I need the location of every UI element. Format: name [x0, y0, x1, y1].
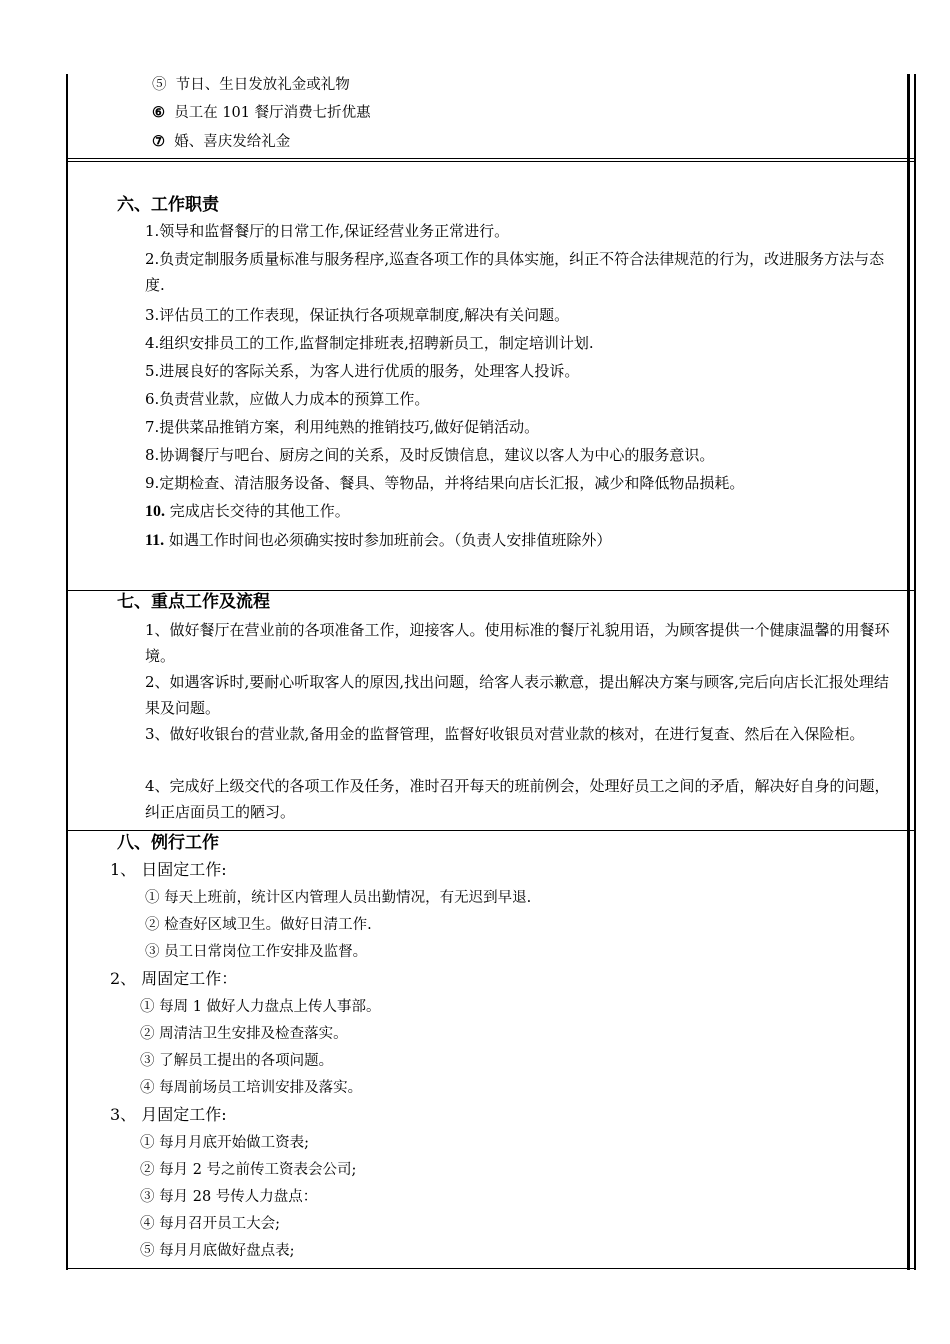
section-8-title: 八、例行工作	[117, 833, 219, 853]
duty-item-4: 4.组织安排员工的工作,监督制定排班表,招聘新员工，制定培训计划.	[145, 334, 594, 352]
routine-item: ② 检查好区域卫生。做好日清工作.	[145, 917, 372, 933]
routine-item: ⑤ 每月月底做好盘点表;	[140, 1243, 295, 1259]
benefit-item-7: ⑦ 婚、喜庆发给礼金	[152, 133, 291, 150]
duty-item-7: 7.提供菜品推销方案，利用纯熟的推销技巧,做好促销活动。	[145, 418, 540, 436]
routine-item: ① 每月月底开始做工资表;	[140, 1135, 309, 1151]
duty-item-5: 5.进展良好的客际关系，为客人进行优质的服务，处理客人投诉。	[145, 362, 580, 380]
section-7-title: 七、重点工作及流程	[117, 592, 270, 612]
routine-item: ③ 了解员工提出的各项问题。	[140, 1053, 334, 1069]
routine-item: ④ 每周前场员工培训安排及落实。	[140, 1080, 363, 1096]
document-bottom-rule	[66, 1268, 914, 1269]
duty-item-3: 3.评估员工的工作表现，保证执行各项规章制度,解决有关问题。	[145, 306, 570, 324]
duty-item-8: 8.协调餐厅与吧台、厨房之间的关系，及时反馈信息，建议以客人为中心的服务意识。	[145, 446, 715, 464]
section-6-title: 六、工作职责	[117, 195, 219, 215]
routine-item: ④ 每月召开员工大会;	[140, 1216, 280, 1232]
section-divider	[66, 158, 914, 162]
duty-item-1: 1.领导和监督餐厅的日常工作,保证经营业务正常进行。	[145, 222, 510, 240]
duty-item-9: 9.定期检查、清洁服务设备、餐具、等物品，并将结果向店长汇报，减少和降低物品损耗。	[145, 474, 745, 492]
process-item-3: 3、做好收银台的营业款,备用金的监督管理，监督好收银员对营业款的核对，在进行复查、然后在入保险柜。	[145, 725, 865, 743]
routine-item: ② 周清洁卫生安排及检查落实。	[140, 1026, 348, 1042]
duty-item-11: 11. 如遇工作时间也必须确实按时参加班前会。（负责人安排值班除外）	[145, 531, 612, 549]
routine-item: ③ 每月 28 号传人力盘点：	[140, 1189, 318, 1205]
duty-item-10: 10. 完成店长交待的其他工作。	[145, 502, 350, 520]
duty-item-6: 6.负责营业款，应做人力成本的预算工作。	[145, 390, 430, 408]
process-item-1: 1、做好餐厅在营业前的各项准备工作，迎接客人。使用标准的餐厅礼貌用语，为顾客提供一个健康温馨的用餐环境。	[145, 621, 890, 665]
routine-item: ③ 员工日常岗位工作安排及监督。	[145, 944, 368, 960]
benefit-item-5: ⑤ 节日、生日发放礼金或礼物	[152, 77, 350, 93]
duty-item-2: 2.负责定制服务质量标准与服务程序,巡查各项工作的具体实施，纠正不符合法律规范的行为，改进服务方法与态度.	[145, 250, 885, 294]
routine-group-daily: 1、 日固定工作:	[110, 860, 227, 879]
process-item-4: 4、完成好上级交代的各项工作及任务，准时召开每天的班前例会，处理好员工之间的矛盾，解决好自身的问题，纠正店面员工的陋习。	[145, 777, 890, 821]
routine-group-monthly: 3、 月固定工作:	[110, 1105, 227, 1124]
benefit-item-6: ⑥ 员工在 101 餐厅消费七折优惠	[152, 104, 371, 121]
routine-group-weekly: 2、 周固定工作：	[110, 969, 238, 988]
routine-item: ① 每周 1 做好人力盘点上传人事部。	[140, 999, 381, 1015]
routine-item: ② 每月 2 号之前传工资表会公司;	[140, 1162, 357, 1178]
routine-item: ① 每天上班前，统计区内管理人员出勤情况，有无迟到早退.	[145, 890, 532, 906]
process-item-2: 2、如遇客诉时,要耐心听取客人的原因,找出问题，给客人表示歉意，提出解决方案与顾客,完后向店长汇报处理结果及问题。	[145, 673, 889, 717]
